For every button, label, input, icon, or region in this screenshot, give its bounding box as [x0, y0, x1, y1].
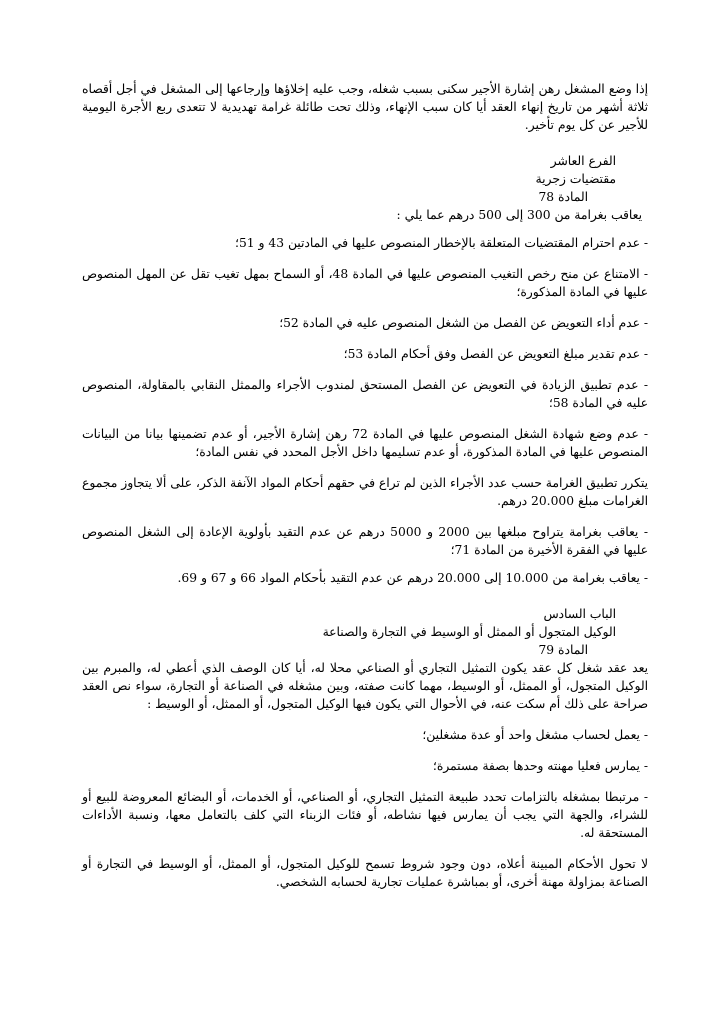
article-79-intro: يعد عقد شغل كل عقد يكون التمثيل التجاري أو الصناعي محلا له، أيا كان الوصف الذي أعطي له، والمبرم بين الوكيل المتجول، أو الممثل، أو الوسيط، مهما كانت صفته، وبين مشغله في الصناعة أو التجارة، سواء نص العقد صراحة على ذلك أم سكت عنه، في الأحوال التي يكون فيها الوكيل المتجول، أو الممثل، أو الوسيط : [82, 661, 648, 711]
part-heading-block [82, 605, 648, 659]
intro-paragraph: إذا وضع المشغل رهن إشارة الأجير سكنى بسبب شغله، وجب عليه إخلاؤها وإرجاعها إلى المشغل في أجل أقصاه ثلاثة أشهر من تاريخ إنهاء العقد أيا كان سبب الإنهاء، وذلك تحت طائلة غرامة تهديدية لا تتعدى ربع الأجرة اليومية للأجير عن كل يوم تأخير. [82, 82, 648, 132]
article-79-title: المادة 79 [538, 643, 588, 657]
article-78-paragraph: يتكرر تطبيق الغرامة حسب عدد الأجراء الذين لم تراع في حقهم أحكام المواد الآنفة الذكر، على ألا يتجاوز مجموع الغرامات مبلغ 20.000 درهم. [82, 476, 648, 508]
branch-subtitle: مقتضيات زجرية [535, 172, 616, 186]
article-79-item: - مرتبطا بمشغله بالتزامات تحدد طبيعة التمثيل التجاري، أو الصناعي، أو الخدمات، أو البضائع المعروضة للبيع أو للشراء، والجهة التي يجب أن يمارس فيها نشاطه، أو فئات الزبناء التي كلف بالتعامل معها، ونسبة الأداءات المستحقة له. [82, 790, 648, 840]
part-title: الباب السادس [543, 607, 616, 621]
article-78-item: - عدم احترام المقتضيات المتعلقة بالإخطار المنصوص عليها في المادتين 43 و 51؛ [235, 236, 648, 250]
article-78-paragraph: - يعاقب بغرامة من 10.000 إلى 20.000 درهم عن عدم التقيد بأحكام المواد 66 و 67 و 69. [177, 571, 648, 585]
article-78-title: المادة 78 [538, 190, 588, 204]
article-79-item: - يمارس فعليا مهنته وحدها بصفة مستمرة؛ [432, 759, 648, 773]
article-78-item: - الامتناع عن منح رخص التغيب المنصوص عليها في المادة 48، أو السماح بمهل تغيب تقل عن المهل المنصوص عليها في المادة المذكورة؛ [82, 267, 649, 299]
article-78-paragraph: - يعاقب بغرامة يتراوح مبلغها بين 2000 و 5000 درهم عن عدم التقيد بأولوية الإعادة إلى الشغل المنصوص عليها في الفقرة الأخيرة من المادة 71؛ [82, 525, 648, 557]
branch-title: الفرع العاشر [550, 154, 616, 168]
article-78-item: - عدم تقدير مبلغ التعويض عن الفصل وفق أحكام المادة 53؛ [343, 347, 648, 361]
section-heading-block [82, 152, 648, 206]
article-78-item: - عدم وضع شهادة الشغل المنصوص عليها في المادة 72 رهن إشارة الأجير، أو عدم تضمينها بيانا من البيانات المنصوص عليها في المادة المذكورة، أو عدم تسليمها داخل الأجل المحدد في نفس المادة؛ [82, 427, 648, 459]
article-79-item: - يعمل لحساب مشغل واحد أو عدة مشغلين؛ [422, 728, 648, 742]
article-78-item: - عدم تطبيق الزيادة في التعويض عن الفصل المستحق لمندوب الأجراء والممثل النقابي بالمقاولة، المنصوص عليه في المادة 58؛ [82, 378, 648, 410]
article-78-intro: يعاقب بغرامة من 300 إلى 500 درهم عما يلي : [396, 208, 642, 222]
part-subtitle: الوكيل المتجول أو الممثل أو الوسيط في التجارة والصناعة [322, 625, 616, 639]
article-78-item: - عدم أداء التعويض عن الفصل من الشغل المنصوص عليه في المادة 52؛ [279, 316, 648, 330]
article-79-paragraph: لا تحول الأحكام المبينة أعلاه، دون وجود شروط تسمح للوكيل المتجول، أو الممثل، أو الوسيط في التجارة أو الصناعة بمزاولة مهنة أخرى، أو بمباشرة عمليات تجارية لحسابه الشخصي. [82, 857, 648, 889]
